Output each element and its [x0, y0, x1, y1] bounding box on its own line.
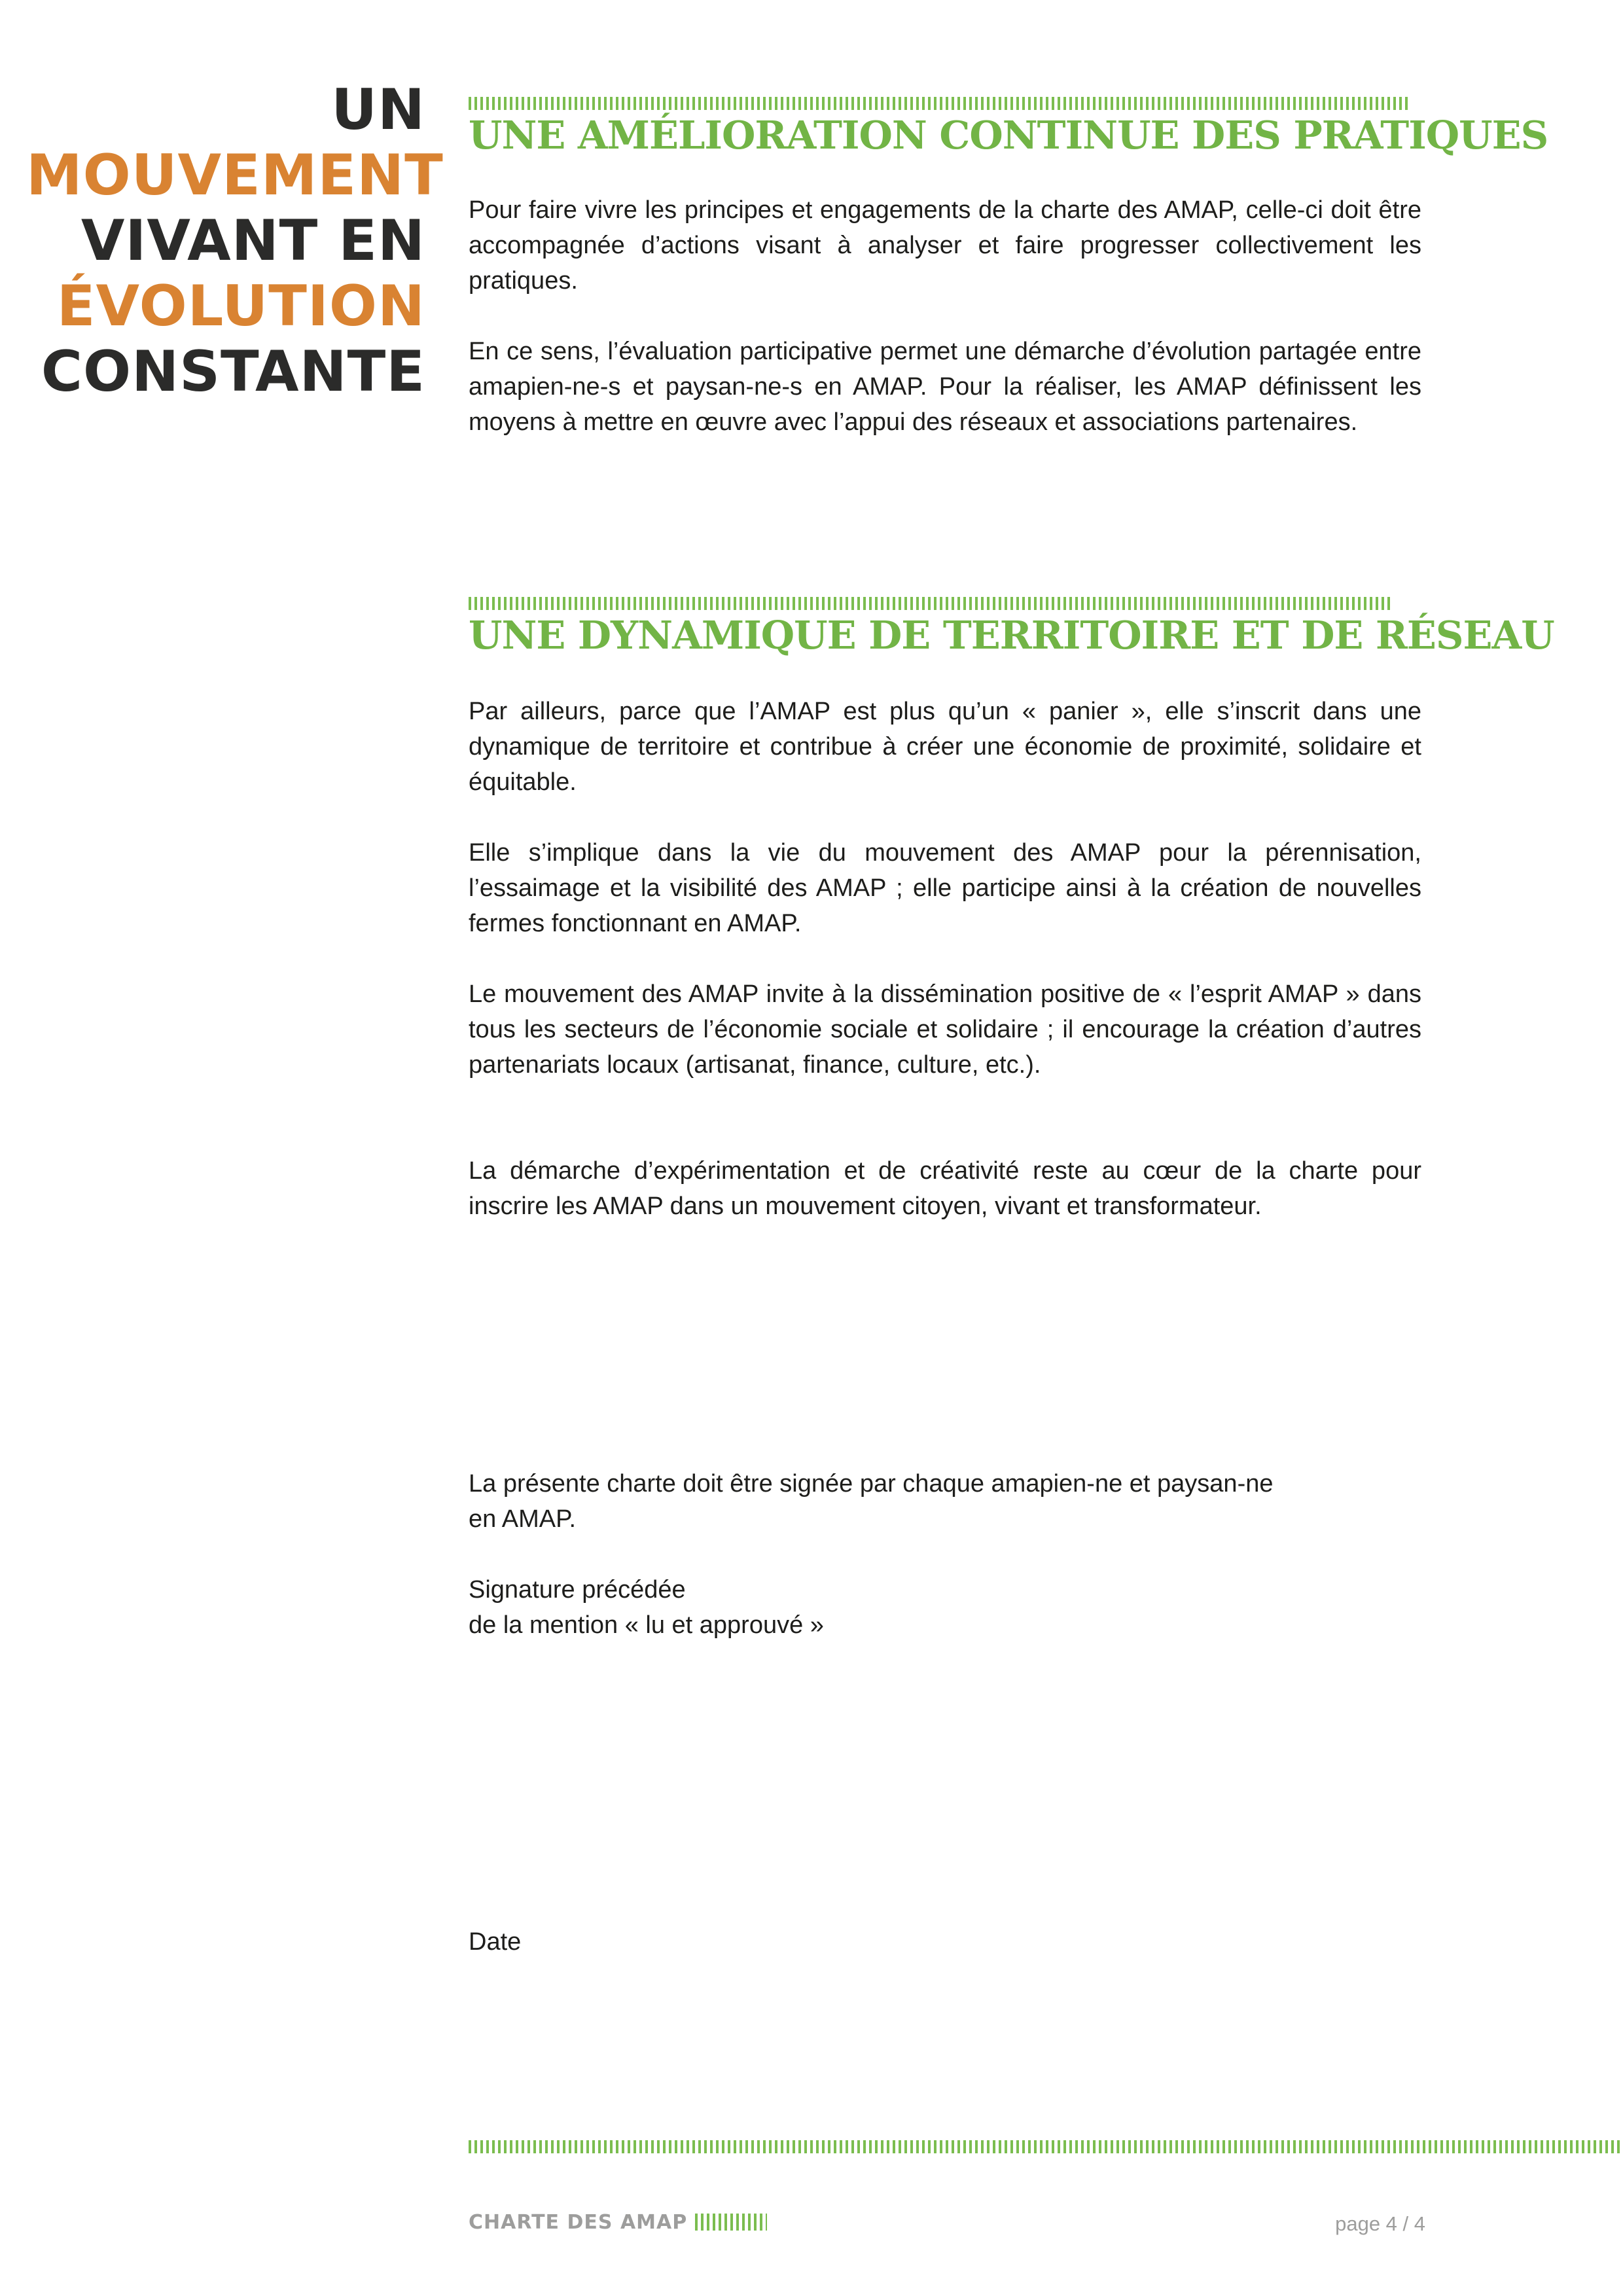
- page-number: page 4 / 4: [1335, 2212, 1425, 2235]
- section2-divider: [469, 597, 1393, 610]
- title-line-constante: CONSTANTE: [41, 339, 425, 404]
- title-line-evolution: ÉVOLUTION: [56, 274, 425, 339]
- signature-mention: Signature précédée de la mention « lu et approuvé »: [469, 1576, 824, 1639]
- section2-paragraph-1: Par ailleurs, parce que l’AMAP est plus qu’un « panier », elle s’inscrit dans une dynamique de territoire et contribue à créer une économie de proximité, solidaire et équitable.: [469, 698, 1421, 796]
- section1-paragraph-2: En ce sens, l’évaluation participative permet une démarche d’évolution partagée entre amapien-ne-s et paysan-ne-s en AMAP. Pour la réaliser, les AMAP définissent les moyens à mettre en œuvre avec l’appui des réseaux et associations partenaires.: [469, 338, 1421, 436]
- title-line-un: UN: [331, 77, 425, 143]
- footer-divider: [469, 2140, 1620, 2153]
- section2-paragraph-4: La démarche d’expérimentation et de créativité reste au cœur de la charte pour inscrire les AMAP dans un mouvement citoyen, vivant et transformateur.: [469, 1157, 1421, 1220]
- page-title: [26, 77, 444, 404]
- title-line-vivant-en: VIVANT EN: [80, 208, 425, 274]
- signature-statement: La présente charte doit être signée par chaque amapien-ne et paysan-ne en AMAP.: [469, 1470, 1274, 1533]
- date-label: Date: [469, 1928, 522, 1956]
- section2-paragraph-3: Le mouvement des AMAP invite à la dissémination positive de « l’esprit AMAP » dans tous les secteurs de l’économie sociale et solidaire ; il encourage la création d’autres partenariats locaux (artisanat, finance, culture, etc.).: [469, 980, 1421, 1079]
- section1-heading: UNE AMÉLIORATION CONTINUE DES PRATIQUES: [469, 113, 1548, 158]
- section2-paragraph-2: Elle s’implique dans la vie du mouvement des AMAP pour la pérennisation, l’essaimage et la visibilité des AMAP ; elle participe ainsi à la création de nouvelles fermes fonctionnant en AMAP.: [469, 839, 1421, 937]
- footer-doc-title: CHARTE DES AMAP: [469, 2211, 688, 2234]
- footer-hatch-mark: [695, 2214, 767, 2231]
- section1-paragraph-1: Pour faire vivre les principes et engagements de la charte des AMAP, celle-ci doit être accompagnée d’actions visant à analyser et faire progresser collectivement les pratiques.: [469, 196, 1421, 295]
- section2-heading: UNE DYNAMIQUE DE TERRITOIRE ET DE RÉSEAU: [469, 613, 1554, 658]
- title-line-mouvement: MOUVEMENT: [26, 143, 444, 208]
- section1-divider: [469, 97, 1411, 110]
